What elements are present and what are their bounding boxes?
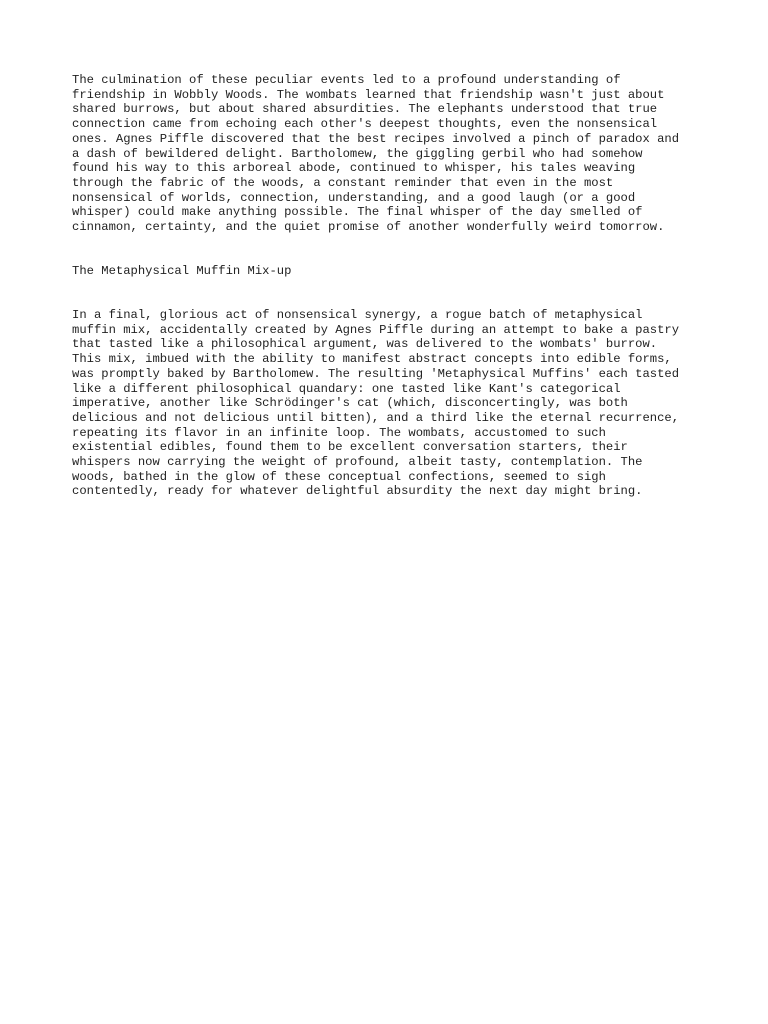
section-heading: The Metaphysical Muffin Mix-up xyxy=(72,264,292,278)
body-paragraph-friendship: The culmination of these peculiar events led to a profound understanding of friendship in Wobbly Woods. The wombats learned that friendship wasn't just about shared burrows, but about shared absurdities. The elephants understood that true connection came from echoing each other's deepest thoughts, even the nonsensical ones. Agnes Piffle discovered that the best recipes involved a pinch of paradox and a dash of bewildered delight. Bartholomew, the giggling gerbil who had somehow found his way to this arboreal abode, continued to whisper, his tales weaving through the fabric of the woods, a constant reminder that even in the most nonsensical of worlds, connection, understanding, and a good laugh (or a good whisper) could make anything possible. The final whisper of the day smelled of cinnamon, certainty, and the quiet promise of another wonderfully weird tomorrow. xyxy=(72,73,680,235)
body-paragraph-muffin: In a final, glorious act of nonsensical synergy, a rogue batch of metaphysical muffin mix, accidentally created by Agnes Piffle during an attempt to bake a pastry that tasted like a philosophical argument, was delivered to the wombats' burrow. This mix, imbued with the ability to manifest abstract concepts into edible forms, was promptly baked by Bartholomew. The resulting 'Metaphysical Muffins' each tasted like a different philosophical quandary: one tasted like Kant's categorical imperative, another like Schrödinger's cat (which, disconcertingly, was both delicious and not delicious until bitten), and a third like the eternal recurrence, repeating its flavor in an infinite loop. The wombats, accustomed to such existential edibles, found them to be excellent conversation starters, their whispers now carrying the weight of profound, albeit tasty, contemplation. The woods, bathed in the glow of these conceptual confections, seemed to sigh contentedly, ready for whatever delightful absurdity the next day might bring. xyxy=(72,308,680,499)
